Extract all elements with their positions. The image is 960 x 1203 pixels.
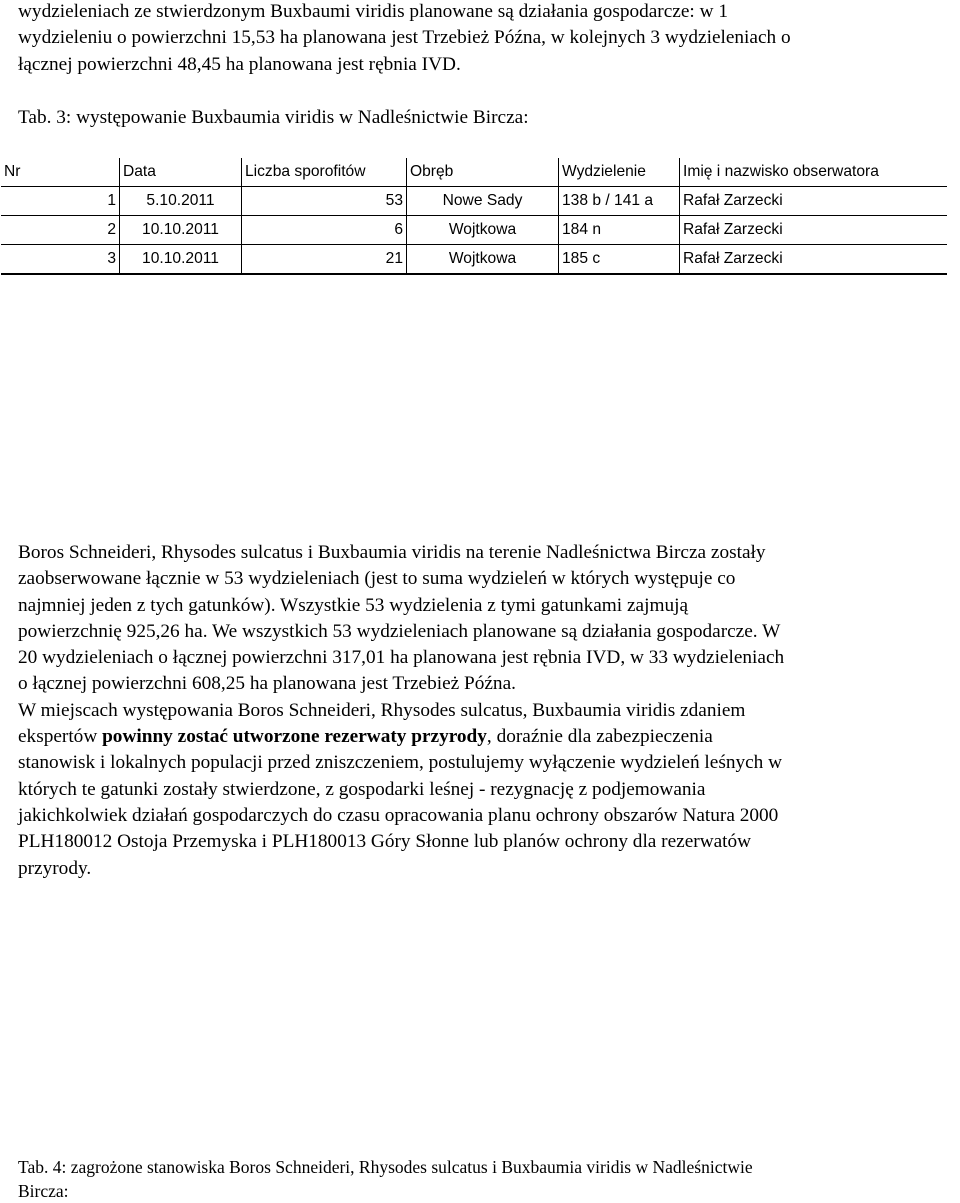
text-line: PLH180012 Ostoja Przemyska i PLH180013 Góry Słonne lub planów ochrony dla rezerwatów bbox=[18, 831, 752, 853]
text-line: powierzchnię 925,26 ha. We wszystkich 53 wydzieleniach planowane są działania gospodarcze. W bbox=[18, 620, 781, 642]
table-row bbox=[1, 245, 947, 275]
cell-obserwator: Rafał Zarzecki bbox=[680, 187, 948, 216]
observation-table bbox=[1, 158, 947, 275]
cell-nr: 1 bbox=[1, 187, 120, 216]
header-wydzielenie: Wydzielenie bbox=[559, 158, 680, 187]
cell-obserwator: Rafał Zarzecki bbox=[680, 216, 948, 245]
table-3-caption: Tab. 3: występowanie Buxbaumia viridis w Nadleśnictwie Bircza: bbox=[18, 107, 529, 128]
header-sporofity: Liczba sporofitów bbox=[242, 158, 407, 187]
cell-sporofity: 6 bbox=[242, 216, 407, 245]
text-span: , doraźnie dla zabezpieczenia bbox=[486, 726, 713, 748]
cell-obreb: Wojtkowa bbox=[407, 216, 559, 245]
cell-wydzielenie: 138 b / 141 a bbox=[559, 187, 680, 216]
intro-paragraph bbox=[18, 0, 948, 78]
cell-wydzielenie: 185 c bbox=[559, 245, 680, 275]
cell-sporofity: 53 bbox=[242, 187, 407, 216]
caption-line: Bircza: bbox=[18, 1181, 69, 1201]
text-line: W miejscach występowania Boros Schneideri, Rhysodes sulcatus, Buxbaumia viridis zdaniem bbox=[18, 699, 746, 721]
text-line: łącznej powierzchni 48,45 ha planowana jest rębnia IVD. bbox=[18, 53, 461, 75]
text-line: najmniej jeden z tych gatunków). Wszystkie 53 wydzielenia z tymi gatunkami zajmują bbox=[18, 594, 689, 616]
text-line: wydzieleniach ze stwierdzonym Buxbaumi viridis planowane są działania gospodarcze: w 1 bbox=[18, 1, 728, 22]
text-line: przyrody. bbox=[18, 857, 92, 879]
cell-obreb: Wojtkowa bbox=[407, 245, 559, 275]
header-data: Data bbox=[120, 158, 242, 187]
cell-nr: 3 bbox=[1, 245, 120, 275]
text-span: ekspertów bbox=[18, 726, 103, 748]
caption-line: Tab. 4: zagrożone stanowiska Boros Schneideri, Rhysodes sulcatus i Buxbaumia viridis w Nadleśnictwie bbox=[18, 1157, 753, 1177]
cell-obserwator: Rafał Zarzecki bbox=[680, 245, 948, 275]
emphasized-text: powinny zostać utworzone rezerwaty przyrody bbox=[102, 726, 487, 748]
cell-obreb: Nowe Sady bbox=[407, 187, 559, 216]
text-line bbox=[18, 724, 948, 750]
table-4-caption bbox=[18, 1155, 948, 1203]
table-row bbox=[1, 216, 947, 245]
table-header-row bbox=[1, 158, 947, 187]
text-line: o łącznej powierzchni 608,25 ha planowana jest Trzebież Późna. bbox=[18, 673, 516, 695]
header-obreb: Obręb bbox=[407, 158, 559, 187]
cell-data: 10.10.2011 bbox=[120, 245, 242, 275]
cell-data: 10.10.2011 bbox=[120, 216, 242, 245]
table-row bbox=[1, 187, 947, 216]
text-line: stanowisk i lokalnych populacji przed zniszczeniem, postulujemy wyłączenie wydzieleń leśnych w bbox=[18, 752, 783, 774]
cell-data: 5.10.2011 bbox=[120, 187, 242, 216]
text-line: wydzieleniu o powierzchni 15,53 ha planowana jest Trzebież Późna, w kolejnych 3 wydzieleniach o bbox=[18, 27, 791, 49]
text-line: Boros Schneideri, Rhysodes sulcatus i Buxbaumia viridis na terenie Nadleśnictwa Bircza zostały bbox=[18, 542, 766, 563]
header-obserwator: Imię i nazwisko obserwatora bbox=[680, 158, 948, 187]
cell-sporofity: 21 bbox=[242, 245, 407, 275]
header-nr: Nr bbox=[1, 158, 120, 187]
body-paragraph bbox=[18, 540, 948, 882]
text-line: zaobserwowane łącznie w 53 wydzieleniach (jest to suma wydzieleń w których występuje co bbox=[18, 568, 736, 590]
text-line: których te gatunki zostały stwierdzone, z gospodarki leśnej - rezygnację z podjemowania bbox=[18, 778, 706, 800]
cell-wydzielenie: 184 n bbox=[559, 216, 680, 245]
cell-nr: 2 bbox=[1, 216, 120, 245]
text-line: 20 wydzieleniach o łącznej powierzchni 317,01 ha planowana jest rębnia IVD, w 33 wydzieleniach bbox=[18, 647, 785, 669]
text-line: jakichkolwiek działań gospodarczych do czasu opracowania planu ochrony obszarów Natura 2000 bbox=[18, 804, 779, 826]
